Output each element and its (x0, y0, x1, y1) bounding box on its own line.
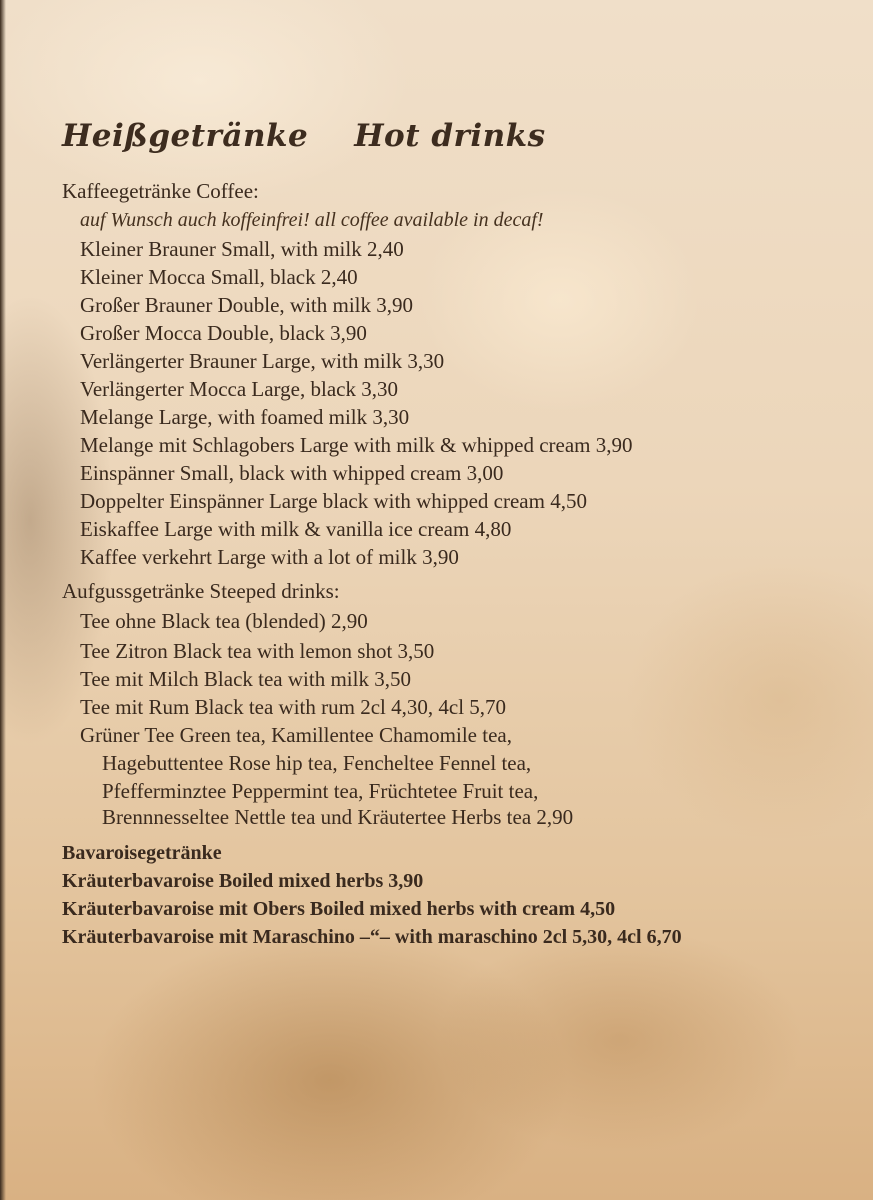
menu-item: Großer Mocca Double, black 3,90 (80, 321, 367, 345)
menu-heading (62, 118, 822, 154)
section-title-coffee: Kaffeegetränke Coffee: (62, 179, 259, 203)
menu-item: Kleiner Mocca Small, black 2,40 (80, 265, 358, 289)
menu-item: Kräuterbavaroise Boiled mixed herbs 3,90 (62, 870, 424, 892)
menu-item-continuation: Brennnesseltee Nettle tea und Kräutertee Herbs tea 2,90 (102, 805, 574, 829)
menu-item-continuation: Hagebuttentee Rose hip tea, Fencheltee Fennel tea, (102, 751, 532, 775)
menu-item: Doppelter Einspänner Large black with whipped cream 4,50 (80, 489, 587, 513)
menu-item: Kaffee verkehrt Large with a lot of milk 3,90 (80, 545, 459, 569)
decaf-note: auf Wunsch auch koffeinfrei! all coffee available in decaf! (80, 209, 544, 231)
menu-item: Kräuterbavaroise mit Obers Boiled mixed herbs with cream 4,50 (62, 898, 616, 920)
menu-item: Tee mit Rum Black tea with rum 2cl 4,30, 4cl 5,70 (80, 695, 507, 719)
menu-item: Kräuterbavaroise mit Maraschino –“– with maraschino 2cl 5,30, 4cl 6,70 (62, 926, 682, 948)
menu-item: Tee Zitron Black tea with lemon shot 3,50 (80, 639, 435, 663)
menu-item: Tee ohne Black tea (blended) 2,90 (80, 609, 368, 633)
menu-item: Melange mit Schlagobers Large with milk & whipped cream 3,90 (80, 433, 633, 457)
heading-english: Hot drinks (354, 118, 546, 154)
menu-item: Kleiner Brauner Small, with milk 2,40 (80, 237, 404, 261)
menu-item: Verlängerter Brauner Large, with milk 3,30 (80, 349, 445, 373)
menu-item: Grüner Tee Green tea, Kamillentee Chamomile tea, (80, 723, 512, 747)
menu-item: Melange Large, with foamed milk 3,30 (80, 405, 410, 429)
menu-item: Großer Brauner Double, with milk 3,90 (80, 293, 414, 317)
menu-item: Verlängerter Mocca Large, black 3,30 (80, 377, 398, 401)
menu-item-continuation: Pfefferminztee Peppermint tea, Früchtetee Fruit tea, (102, 779, 539, 803)
menu-item: Eiskaffee Large with milk & vanilla ice cream 4,80 (80, 517, 512, 541)
menu-item: Einspänner Small, black with whipped cream 3,00 (80, 461, 504, 485)
section-title-bavaroise: Bavaroisegetränke (62, 842, 222, 864)
heading-german: Heißgetränke (62, 118, 309, 154)
section-title-steeped: Aufgussgetränke Steeped drinks: (62, 579, 340, 603)
menu-item: Tee mit Milch Black tea with milk 3,50 (80, 667, 411, 691)
